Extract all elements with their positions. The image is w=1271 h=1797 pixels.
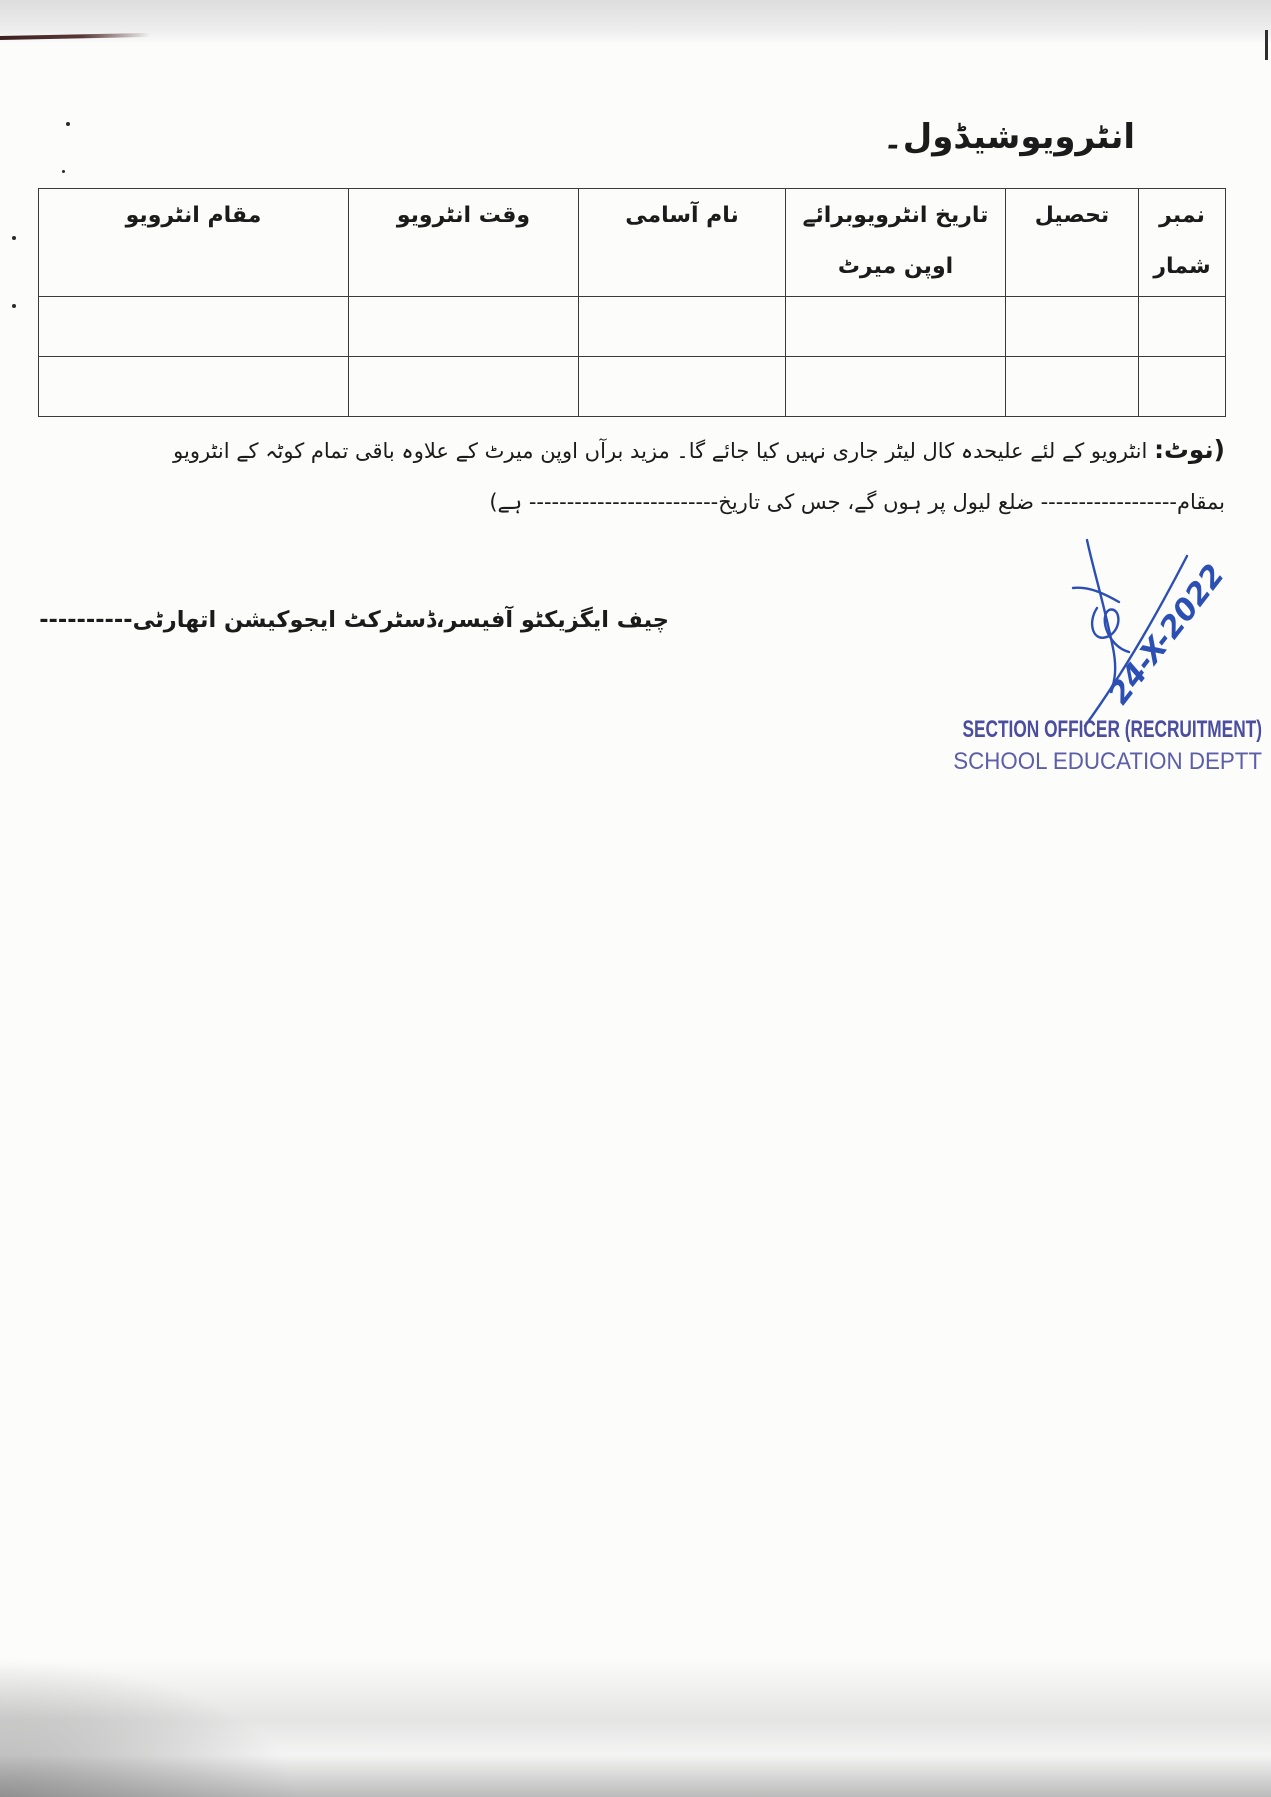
header-tehsil-label: تحصیل	[1034, 203, 1110, 228]
issuing-authority-line: چیف ایگزیکٹو آفیسر،ڈسٹرکٹ ایجوکیشن اتھارٹی----------	[39, 607, 669, 633]
scan-page-edge-mark-right	[1265, 30, 1268, 60]
signature-loop	[1092, 608, 1129, 652]
header-post-name	[579, 189, 786, 297]
scan-speck	[66, 122, 70, 126]
note-line-1	[40, 430, 1225, 470]
scan-top-margin	[0, 0, 1271, 44]
signature-crossbar	[1073, 588, 1119, 602]
table-cell	[1006, 357, 1139, 417]
header-serial-number-line1: نمبر	[1159, 203, 1205, 228]
table-cell	[786, 357, 1006, 417]
table-cell	[349, 297, 579, 357]
header-interview-time-label: وقت انٹرویو	[396, 203, 531, 228]
note-text: انٹرویو کے لئے علیحدہ کال لیٹر جاری نہیں کیا جائے گا۔ مزید برآں اوپن میرٹ کے علاوہ باقی تمام کوٹہ کے انٹرویو	[173, 439, 1148, 463]
signature-stroke	[1087, 540, 1115, 692]
header-serial-number	[1139, 189, 1226, 297]
scan-speck	[62, 170, 65, 173]
header-interview-venue	[39, 189, 349, 297]
table-cell	[579, 357, 786, 417]
table-cell	[39, 357, 349, 417]
scan-speck	[12, 304, 16, 308]
stamp-designation: SECTION OFFICER (RECRUITMENT)	[962, 716, 1262, 743]
header-interview-venue-label: مقام انٹرویو	[125, 203, 262, 228]
table-header-row	[39, 189, 1226, 297]
scan-speck	[12, 236, 16, 240]
table-cell	[1139, 297, 1226, 357]
header-tehsil	[1006, 189, 1139, 297]
scan-corner-shadow	[0, 1660, 300, 1797]
table-row	[39, 357, 1226, 417]
header-interview-date-line1: تاریخ انٹرویوبرائے	[802, 203, 989, 228]
stamp-department: SCHOOL EDUCATION DEPTT	[953, 748, 1262, 775]
handwritten-signature	[1035, 528, 1265, 738]
signature-date: 24-X-2022	[1101, 558, 1232, 711]
header-interview-date-line2: اوپن میرٹ	[837, 254, 954, 279]
table-cell	[349, 357, 579, 417]
interview-schedule-table	[38, 188, 1226, 417]
table-cell	[579, 297, 786, 357]
table-cell	[1139, 357, 1226, 417]
table-cell	[786, 297, 1006, 357]
note-line-2: بمقام------------------ ضلع لیول پر ہوں گے، جس کی تاریخ------------------------- ہے)	[489, 490, 1225, 514]
header-serial-number-line2: شمار	[1153, 254, 1211, 279]
table-cell	[39, 297, 349, 357]
header-interview-date-open-merit	[786, 189, 1006, 297]
page-title: انٹرویوشیڈول۔	[882, 117, 1135, 157]
note-label: (نوٹ:	[1154, 435, 1225, 464]
table-cell	[1006, 297, 1139, 357]
header-post-name-label: نام آسامی	[625, 203, 739, 228]
table-row	[39, 297, 1226, 357]
header-interview-time	[349, 189, 579, 297]
